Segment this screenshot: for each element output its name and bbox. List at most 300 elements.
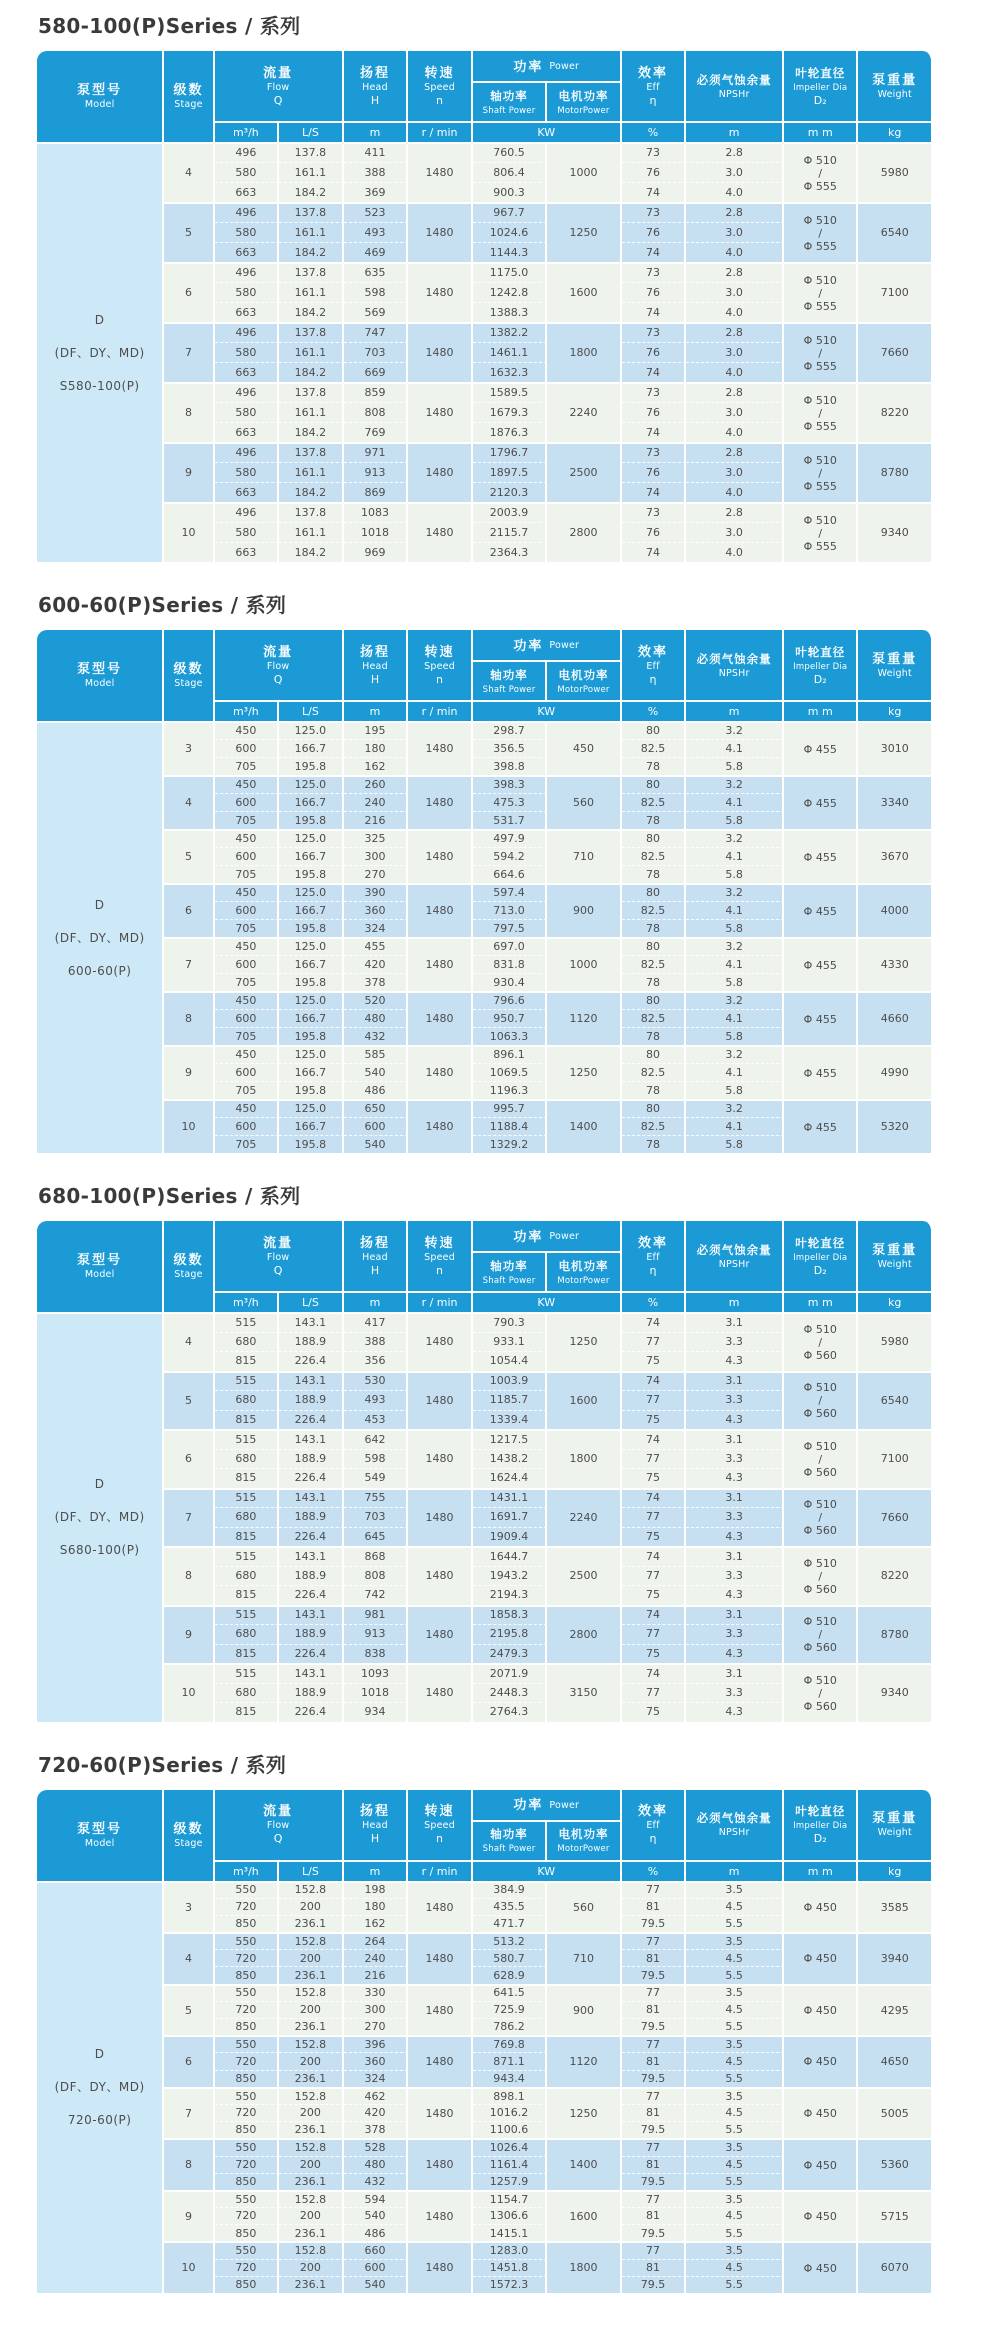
series-title: 580-100(P)Series / 系列 (38, 14, 301, 38)
shaft-power-cell: 664.6 (473, 865, 547, 883)
flow-ls-cell: 184.2 (279, 362, 344, 382)
npshr-cell: 4.5 (686, 2052, 784, 2069)
weight-cell: 4990 (858, 1045, 933, 1099)
header-model (37, 1221, 164, 1312)
eff-cell: 80 (622, 1045, 687, 1063)
unit-impeller: m m (784, 121, 858, 142)
zh-label: 级数 (173, 662, 204, 677)
npshr-cell: 3.1 (686, 1605, 784, 1625)
impeller-cell (784, 1099, 858, 1153)
header-flow (215, 630, 344, 700)
impeller-line: Φ 560 (803, 1524, 837, 1538)
flow-ls-cell: 195.8 (279, 973, 344, 991)
npshr-cell: 4.3 (686, 1585, 784, 1605)
flow-m3h-cell: 496 (215, 502, 280, 522)
npshr-cell: 3.2 (686, 1045, 784, 1063)
head-cell: 330 (344, 1984, 409, 2001)
npshr-cell: 3.1 (686, 1312, 784, 1332)
eff-cell: 77 (622, 1449, 687, 1469)
data-row (37, 1045, 933, 1063)
model-line: 720-60(P) (67, 2113, 132, 2128)
weight-cell: 8780 (858, 1605, 933, 1664)
data-row (37, 937, 933, 955)
flow-m3h-cell: 705 (215, 1135, 280, 1153)
unit-weight: kg (858, 1860, 933, 1881)
flow-ls-cell: 200 (279, 2259, 344, 2276)
flow-ls-cell: 236.1 (279, 2276, 344, 2293)
npshr-cell: 3.2 (686, 721, 784, 739)
head-cell: 913 (344, 462, 409, 482)
head-cell: 378 (344, 973, 409, 991)
stage-cell: 5 (164, 829, 214, 883)
shaft-power-cell: 1242.8 (473, 282, 547, 302)
flow-m3h-cell: 496 (215, 202, 280, 222)
npshr-cell: 3.2 (686, 937, 784, 955)
stage-cell: 7 (164, 2087, 214, 2139)
stage-cell: 3 (164, 721, 214, 775)
flow-ls-cell: 152.8 (279, 2190, 344, 2207)
impeller-cell (784, 2241, 858, 2293)
npshr-cell: 4.0 (686, 422, 784, 442)
flow-m3h-cell: 850 (215, 2070, 280, 2087)
zh-label: 级数 (173, 1821, 204, 1837)
zh-label: 级数 (173, 1253, 204, 1268)
flow-ls-cell: 125.0 (279, 721, 344, 739)
shaft-power-cell: 697.0 (473, 937, 547, 955)
zh-label: 泵重量 (872, 1811, 918, 1826)
header-motor-power (547, 1251, 621, 1291)
npshr-cell: 4.5 (686, 2207, 784, 2224)
sym-label: D₂ (813, 672, 827, 686)
header-npshr (686, 51, 784, 121)
shaft-power-cell: 933.1 (473, 1332, 547, 1352)
head-cell: 703 (344, 342, 409, 362)
head-cell: 300 (344, 2001, 409, 2018)
unit-flow-m3h: m³/h (215, 121, 280, 142)
eff-cell: 73 (622, 382, 687, 402)
head-cell: 480 (344, 1009, 409, 1027)
flow-m3h-cell: 496 (215, 262, 280, 282)
flow-ls-cell: 166.7 (279, 1117, 344, 1135)
impeller-cell (784, 2138, 858, 2190)
impeller-line: Φ 510 (803, 333, 837, 347)
head-cell: 180 (344, 1898, 409, 1915)
flow-m3h-cell: 663 (215, 482, 280, 502)
flow-ls-cell: 236.1 (279, 1966, 344, 1983)
impeller-line: / (818, 466, 823, 480)
eff-cell: 74 (622, 482, 687, 502)
stage-cell: 4 (164, 1312, 214, 1371)
npshr-cell: 3.3 (686, 1507, 784, 1527)
flow-m3h-cell: 550 (215, 2035, 280, 2052)
head-cell: 300 (344, 847, 409, 865)
weight-cell: 4330 (858, 937, 933, 991)
flow-m3h-cell: 496 (215, 322, 280, 342)
head-cell: 528 (344, 2138, 409, 2155)
header-impeller (784, 630, 858, 700)
zh-label: 泵型号 (77, 662, 123, 677)
zh-label: 必须气蚀余量 (696, 1811, 772, 1825)
impeller-cell (784, 1312, 858, 1371)
flow-m3h-cell: 720 (215, 2104, 280, 2121)
npshr-cell: 4.1 (686, 901, 784, 919)
motor-power-cell: 1000 (547, 142, 621, 202)
en-label: Eff (646, 1251, 660, 1263)
flow-m3h-cell: 550 (215, 1932, 280, 1949)
en-label: Weight (877, 1827, 912, 1838)
motor-power-cell: 1400 (547, 1099, 621, 1153)
speed-cell: 1480 (408, 1932, 473, 1984)
eff-cell: 78 (622, 1135, 687, 1153)
flow-ls-cell: 137.8 (279, 382, 344, 402)
head-cell: 270 (344, 2018, 409, 2035)
impeller-cell (784, 262, 858, 322)
sym-label: η (649, 1263, 657, 1277)
eff-cell: 82.5 (622, 901, 687, 919)
npshr-cell: 3.3 (686, 1566, 784, 1586)
flow-ls-cell: 166.7 (279, 847, 344, 865)
eff-cell: 76 (622, 342, 687, 362)
npshr-cell: 4.5 (686, 2104, 784, 2121)
data-row (37, 1488, 933, 1508)
speed-cell: 1480 (408, 829, 473, 883)
model-line: D (94, 1477, 105, 1492)
flow-ls-cell: 188.9 (279, 1566, 344, 1586)
head-cell: 598 (344, 1449, 409, 1469)
data-row (37, 2190, 933, 2207)
data-row (37, 991, 933, 1009)
flow-m3h-cell: 515 (215, 1546, 280, 1566)
flow-m3h-cell: 580 (215, 282, 280, 302)
npshr-cell: 4.1 (686, 1009, 784, 1027)
motor-power-cell: 2500 (547, 1546, 621, 1605)
en-label: Power (549, 640, 580, 651)
en-label: Flow (266, 81, 290, 93)
npshr-cell: 5.8 (686, 1027, 784, 1045)
flow-m3h-cell: 705 (215, 757, 280, 775)
en-label: Speed (424, 81, 455, 93)
eff-cell: 79.5 (622, 1915, 687, 1932)
npshr-cell: 3.5 (686, 1932, 784, 1949)
impeller-line: Φ 455 (803, 850, 837, 864)
eff-cell: 74 (622, 422, 687, 442)
shaft-power-cell: 471.7 (473, 1915, 547, 1932)
impeller-line: Φ 510 (803, 1673, 837, 1687)
impeller-cell (784, 1663, 858, 1722)
stage-cell: 10 (164, 2241, 214, 2293)
head-cell: 493 (344, 1390, 409, 1410)
unit-eff: % (622, 1291, 687, 1312)
unit-speed: r / min (408, 121, 473, 142)
eff-cell: 73 (622, 142, 687, 162)
flow-m3h-cell: 600 (215, 901, 280, 919)
data-row (37, 1546, 933, 1566)
eff-cell: 74 (622, 182, 687, 202)
sym-label: H (370, 1832, 380, 1845)
npshr-cell: 4.3 (686, 1468, 784, 1488)
motor-power-cell: 560 (547, 775, 621, 829)
impeller-line: / (818, 1452, 823, 1466)
zh-label: 功率 (513, 638, 544, 654)
eff-cell: 79.5 (622, 2276, 687, 2293)
weight-cell: 4000 (858, 883, 933, 937)
impeller-line: / (818, 346, 823, 360)
weight-cell: 5715 (858, 2190, 933, 2242)
flow-ls-cell: 226.4 (279, 1468, 344, 1488)
en-label: Eff (646, 81, 660, 93)
header-head (344, 51, 409, 121)
flow-ls-cell: 161.1 (279, 162, 344, 182)
shaft-power-cell: 298.7 (473, 721, 547, 739)
eff-cell: 77 (622, 2138, 687, 2155)
flow-m3h-cell: 515 (215, 1605, 280, 1625)
npshr-cell: 4.0 (686, 302, 784, 322)
header-motor-power (547, 660, 621, 700)
zh-label: 电机功率 (558, 1258, 609, 1273)
impeller-line: Φ 450 (803, 2107, 837, 2121)
flow-ls-cell: 152.8 (279, 1984, 344, 2001)
flow-m3h-cell: 705 (215, 811, 280, 829)
sym-label: Q (273, 1832, 283, 1845)
head-cell: 769 (344, 422, 409, 442)
model-line: (DF、DY、MD) (54, 345, 145, 360)
flow-ls-cell: 236.1 (279, 2173, 344, 2190)
stage-cell: 5 (164, 202, 214, 262)
eff-cell: 75 (622, 1644, 687, 1664)
flow-m3h-cell: 850 (215, 1966, 280, 1983)
npshr-cell: 3.5 (686, 2190, 784, 2207)
speed-cell: 1480 (408, 1371, 473, 1430)
stage-cell: 4 (164, 775, 214, 829)
zh-label: 扬程 (359, 1804, 390, 1819)
impeller-cell (784, 322, 858, 382)
stage-cell: 10 (164, 1663, 214, 1722)
flow-ls-cell: 152.8 (279, 2241, 344, 2258)
weight-cell: 8220 (858, 1546, 933, 1605)
stage-cell: 4 (164, 142, 214, 202)
head-cell: 480 (344, 2156, 409, 2173)
shaft-power-cell: 1306.6 (473, 2207, 547, 2224)
speed-cell: 1480 (408, 1099, 473, 1153)
en-label: Impeller Dia (793, 82, 848, 93)
impeller-line: Φ 555 (803, 539, 837, 553)
shaft-power-cell: 597.4 (473, 883, 547, 901)
shaft-power-cell: 1431.1 (473, 1488, 547, 1508)
en-label: MotorPower (557, 105, 610, 116)
weight-cell: 7100 (858, 1429, 933, 1488)
npshr-cell: 2.8 (686, 142, 784, 162)
flow-ls-cell: 226.4 (279, 1585, 344, 1605)
unit-weight: kg (858, 700, 933, 721)
weight-cell: 6070 (858, 2241, 933, 2293)
head-cell: 755 (344, 1488, 409, 1508)
weight-cell: 6540 (858, 1371, 933, 1430)
npshr-cell: 2.8 (686, 442, 784, 462)
impeller-line: Φ 450 (803, 1900, 837, 1914)
weight-cell: 3010 (858, 721, 933, 775)
data-row (37, 1663, 933, 1683)
unit-head: m (344, 1291, 409, 1312)
en-label: MotorPower (557, 1844, 610, 1854)
motor-power-cell: 2800 (547, 1605, 621, 1664)
data-row (37, 2035, 933, 2052)
flow-ls-cell: 125.0 (279, 775, 344, 793)
head-cell: 493 (344, 222, 409, 242)
flow-ls-cell: 200 (279, 2052, 344, 2069)
stage-cell: 8 (164, 2138, 214, 2190)
eff-cell: 76 (622, 282, 687, 302)
motor-power-cell: 1800 (547, 2241, 621, 2293)
shaft-power-cell: 943.4 (473, 2070, 547, 2087)
shaft-power-cell: 1069.5 (473, 1063, 547, 1081)
motor-power-cell: 2240 (547, 1488, 621, 1547)
zh-label: 必须气蚀余量 (696, 1242, 772, 1257)
head-cell: 324 (344, 2070, 409, 2087)
en-label: MotorPower (557, 684, 610, 695)
flow-ls-cell: 200 (279, 2104, 344, 2121)
speed-cell: 1480 (408, 721, 473, 775)
flow-m3h-cell: 550 (215, 2190, 280, 2207)
head-cell: 369 (344, 182, 409, 202)
data-row (37, 1932, 933, 1949)
impeller-cell (784, 1881, 858, 1933)
unit-impeller: m m (784, 1860, 858, 1881)
flow-m3h-cell: 450 (215, 1099, 280, 1117)
flow-m3h-cell: 450 (215, 991, 280, 1009)
model-line: D (94, 312, 105, 327)
sym-label: D₂ (813, 1832, 827, 1845)
npshr-cell: 3.5 (686, 2138, 784, 2155)
eff-cell: 73 (622, 202, 687, 222)
flow-ls-cell: 166.7 (279, 1063, 344, 1081)
impeller-line: / (818, 286, 823, 300)
data-row (37, 322, 933, 342)
series-section (37, 589, 1000, 1153)
header-power (473, 1790, 622, 1820)
impeller-line: Φ 510 (803, 213, 837, 227)
head-cell: 913 (344, 1624, 409, 1644)
impeller-line: Φ 555 (803, 239, 837, 253)
zh-label: 电机功率 (558, 88, 609, 103)
data-row (37, 202, 933, 222)
flow-m3h-cell: 496 (215, 442, 280, 462)
head-cell: 324 (344, 919, 409, 937)
shaft-power-cell: 2003.9 (473, 502, 547, 522)
npshr-cell: 4.1 (686, 847, 784, 865)
unit-npshr: m (686, 1291, 784, 1312)
impeller-line: / (818, 526, 823, 540)
eff-cell: 75 (622, 1527, 687, 1547)
head-cell: 540 (344, 1135, 409, 1153)
data-row (37, 1881, 933, 1898)
zh-label: 扬程 (359, 1235, 390, 1251)
npshr-cell: 5.5 (686, 2121, 784, 2138)
shaft-power-cell: 1858.3 (473, 1605, 547, 1625)
npshr-cell: 3.5 (686, 1881, 784, 1898)
zh-label: 效率 (637, 1804, 668, 1819)
impeller-line: Φ 450 (803, 1952, 837, 1966)
weight-cell: 9340 (858, 1663, 933, 1722)
npshr-cell: 5.8 (686, 811, 784, 829)
npshr-cell: 3.2 (686, 1099, 784, 1117)
eff-cell: 81 (622, 2104, 687, 2121)
weight-cell: 9340 (858, 502, 933, 562)
en-label: NPSHr (718, 1827, 750, 1838)
en-label: Model (84, 99, 115, 110)
weight-cell: 5320 (858, 1099, 933, 1153)
flow-m3h-cell: 580 (215, 402, 280, 422)
flow-ls-cell: 236.1 (279, 2224, 344, 2241)
head-cell: 356 (344, 1351, 409, 1371)
impeller-line: Φ 450 (803, 2003, 837, 2017)
head-cell: 747 (344, 322, 409, 342)
head-cell: 530 (344, 1371, 409, 1391)
npshr-cell: 5.5 (686, 1915, 784, 1932)
stage-cell: 5 (164, 1984, 214, 2036)
impeller-cell (784, 883, 858, 937)
motor-power-cell: 1250 (547, 1045, 621, 1099)
model-line: S680-100(P) (59, 1543, 140, 1558)
stage-cell: 7 (164, 1488, 214, 1547)
eff-cell: 80 (622, 1099, 687, 1117)
flow-ls-cell: 152.8 (279, 2035, 344, 2052)
flow-ls-cell: 137.8 (279, 442, 344, 462)
shaft-power-cell: 950.7 (473, 1009, 547, 1027)
shaft-power-cell: 760.5 (473, 142, 547, 162)
shaft-power-cell: 513.2 (473, 1932, 547, 1949)
model-cell (37, 142, 164, 562)
eff-cell: 79.5 (622, 2121, 687, 2138)
impeller-line: Φ 450 (803, 2210, 837, 2224)
speed-cell: 1480 (408, 502, 473, 562)
header-model (37, 1790, 164, 1881)
header-npshr (686, 630, 784, 700)
npshr-cell: 3.0 (686, 222, 784, 242)
motor-power-cell: 2500 (547, 442, 621, 502)
eff-cell: 74 (622, 242, 687, 262)
flow-m3h-cell: 850 (215, 2018, 280, 2035)
motor-power-cell: 1600 (547, 1371, 621, 1430)
header-eff (622, 51, 687, 121)
en-label: Head (362, 660, 388, 672)
npshr-cell: 5.5 (686, 2276, 784, 2293)
shaft-power-cell: 1679.3 (473, 402, 547, 422)
impeller-line: Φ 510 (803, 453, 837, 467)
head-cell: 600 (344, 2259, 409, 2276)
impeller-line: Φ 555 (803, 179, 837, 193)
head-cell: 420 (344, 955, 409, 973)
head-cell: 420 (344, 2104, 409, 2121)
head-cell: 520 (344, 991, 409, 1009)
flow-m3h-cell: 720 (215, 2052, 280, 2069)
npshr-cell: 4.3 (686, 1702, 784, 1722)
model-line: (DF、DY、MD) (54, 1510, 145, 1525)
flow-m3h-cell: 720 (215, 2207, 280, 2224)
shaft-power-cell: 725.9 (473, 2001, 547, 2018)
shaft-power-cell: 1691.7 (473, 1507, 547, 1527)
zh-label: 轴功率 (490, 667, 528, 682)
eff-cell: 77 (622, 1624, 687, 1644)
impeller-line: Φ 450 (803, 2158, 837, 2172)
motor-power-cell: 2240 (547, 382, 621, 442)
eff-cell: 74 (622, 362, 687, 382)
shaft-power-cell: 786.2 (473, 2018, 547, 2035)
unit-npshr: m (686, 1860, 784, 1881)
eff-cell: 73 (622, 442, 687, 462)
eff-cell: 80 (622, 775, 687, 793)
flow-m3h-cell: 705 (215, 1081, 280, 1099)
flow-ls-cell: 125.0 (279, 829, 344, 847)
